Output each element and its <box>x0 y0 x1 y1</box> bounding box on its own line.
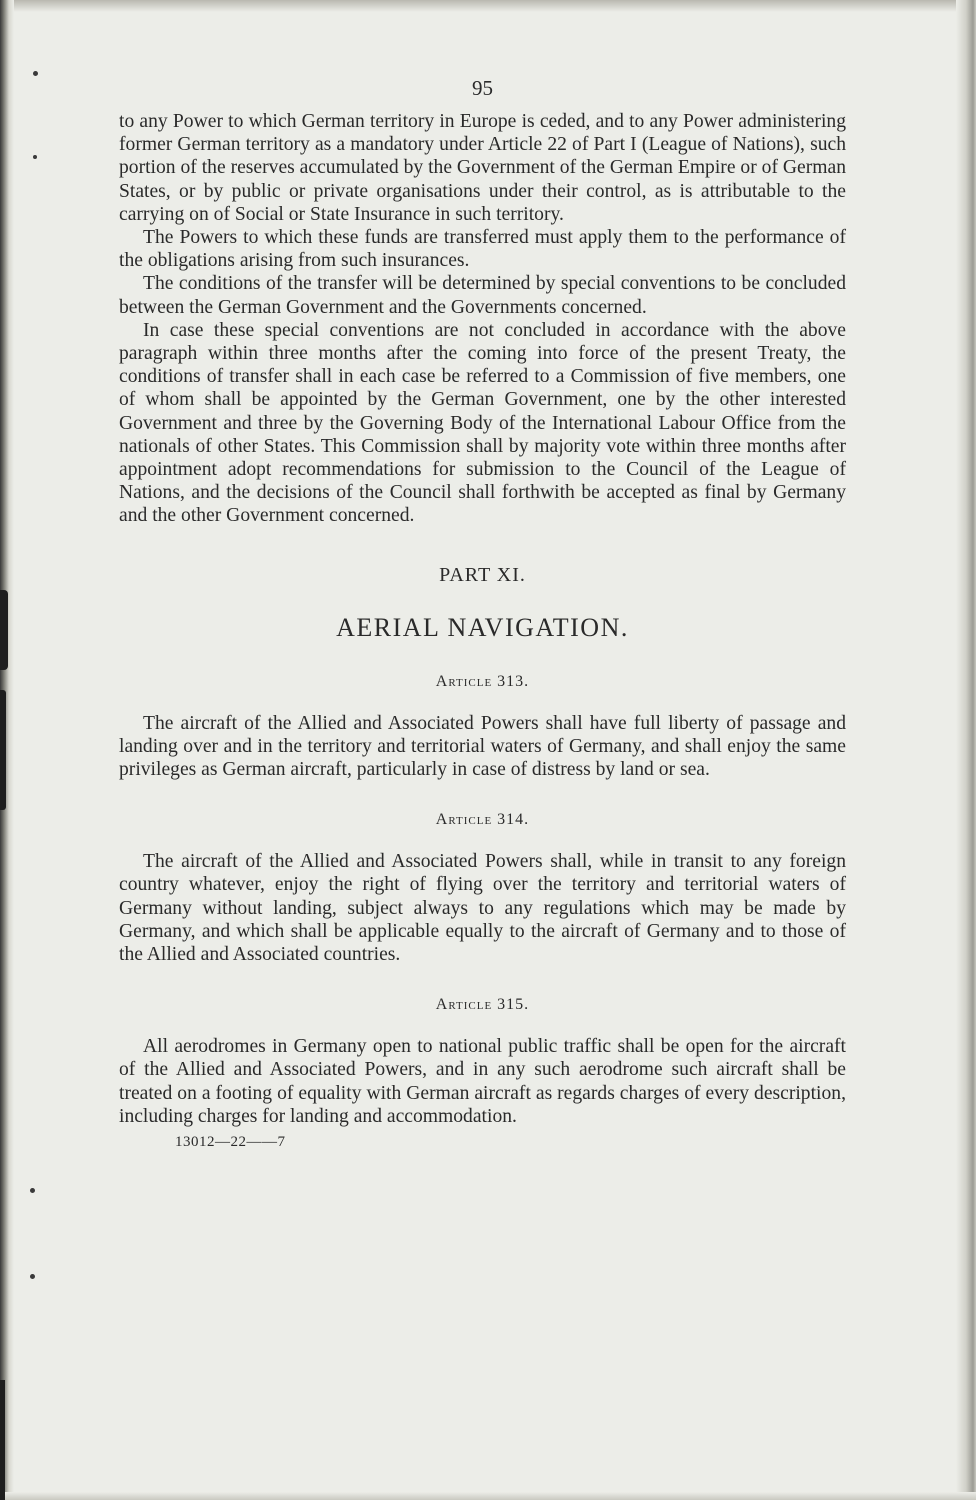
ink-speck <box>33 71 38 76</box>
article-heading: Article 314. <box>435 811 530 829</box>
article-heading: Article 313. <box>435 672 530 690</box>
part-title: AERIAL NAVIGATION. <box>336 612 629 642</box>
body-paragraph: In case these special conventions are not concluded in accordance with the above paragraph within three months after the coming into force of the present Treaty, the conditions of transfer shall in each case be referred to a Commission of five members, one of whom shall be appointed by the German Government, one by the other interested Government and three by the Governing Body of the International Labour Office from the nationals of other States. This Commission shall by majority vote within three months after appointment adopt recommendations for submission to the Council of the League of Nations, and the decisions of the Council shall forthwith be accepted as final by Germany and the other Government concerned. <box>119 319 846 527</box>
ink-speck <box>33 155 37 159</box>
article-text: The aircraft of the Allied and Associated Powers shall, while in transit to any foreign country whatever, enjoy the right of flying over the territory and territorial waters of Germany without landing, subject always to any regulations which may be made by Germany, and which shall be applicable equally to the aircraft of Germany and to those of the Allied and Associated countries. <box>119 851 846 966</box>
article-text: The aircraft of the Allied and Associated Powers shall have full liberty of passage and landing over and in the territory and territorial waters of Germany, and shall enjoy the same privileges as German aircraft, particularly in case of distress by land or sea. <box>119 712 846 781</box>
page-edge-top <box>0 0 976 12</box>
body-paragraph: to any Power to which German territory in Europe is ceded, and to any Power administering former German territory as a mandatory under Article 22 of Part I (League of Nations), such portion of the reserves accumulated by the Government of the German Empire or of German States, or by public or private organisations under their control, as is attributable to the carrying on of Social or State Insurance in such territory. <box>119 111 846 225</box>
article-text: All aerodromes in Germany open to national public traffic shall be open for the aircraft of the Allied and Associated Powers, and in any such aerodrome such aircraft shall be treated on a footing of equality with German aircraft as regards charges of every description, including charges for landing and accommodation. <box>119 1036 846 1127</box>
page-edge-right <box>956 0 976 1500</box>
page-tear-mark <box>0 590 8 670</box>
ink-speck <box>30 1188 35 1193</box>
page-content <box>119 76 846 1151</box>
body-paragraph: The Powers to which these funds are transferred must apply them to the performance of the obligations arising from such insurances. <box>119 227 846 272</box>
page-number: 95 <box>472 76 493 100</box>
article-heading: Article 315. <box>435 996 530 1014</box>
print-code: 13012—22——7 <box>175 1134 286 1151</box>
body-paragraph: The conditions of the transfer will be determined by special conventions to be concluded between the German Government and the Governments concerned. <box>119 273 846 318</box>
page-tear-mark <box>0 1380 5 1500</box>
ink-speck <box>30 1274 35 1279</box>
page-tear-mark <box>0 690 6 810</box>
part-heading: PART XI. <box>439 563 526 586</box>
page-edge-bottom <box>0 1492 976 1500</box>
